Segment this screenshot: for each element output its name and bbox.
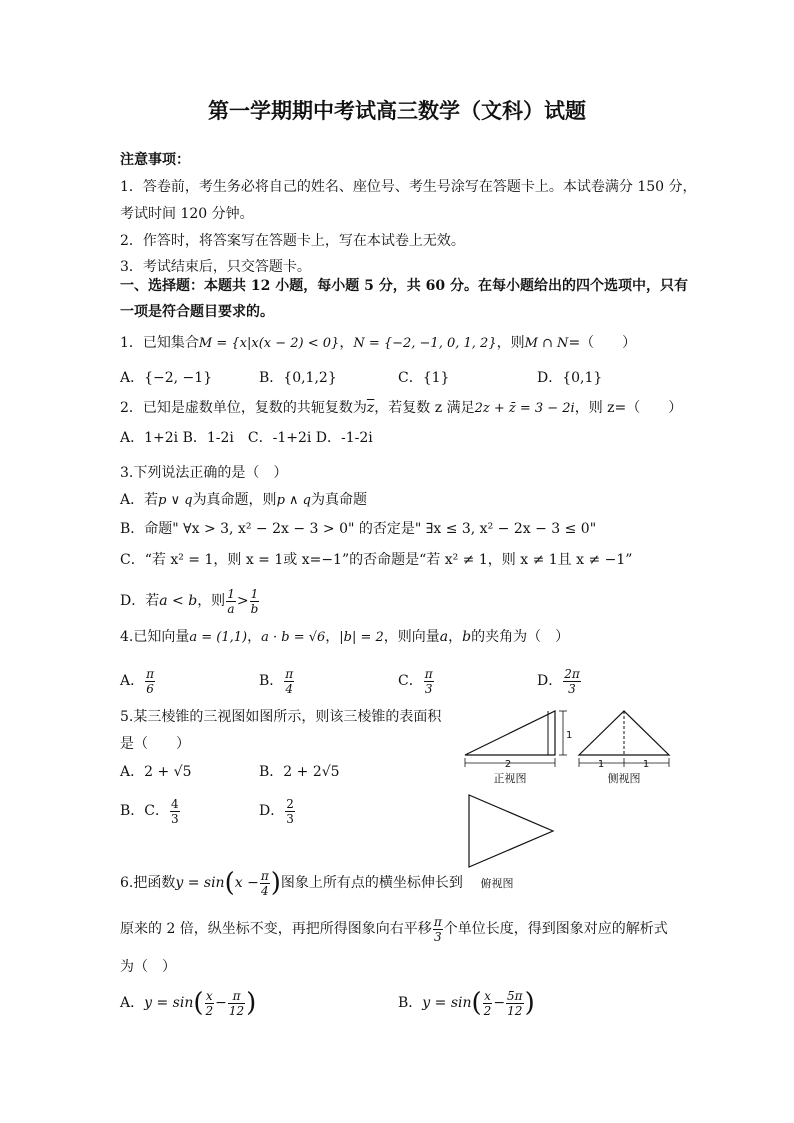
q4-vector-a: a = (1,1) <box>189 630 248 645</box>
q1-end: =（ ） <box>568 335 637 351</box>
page-title: 第一学期期中考试高三数学（文科）试题 <box>208 98 586 123</box>
q6-line2-b: 个单位长度，得到图象对应的解析式 <box>443 921 668 937</box>
side-right-label: 1 <box>642 759 650 770</box>
q1-set-n: N = {−2, −1, 0, 1, 2} <box>353 336 497 351</box>
q3-a-prefix: A．若 <box>120 492 159 508</box>
q3-a-p-and-q: p ∧ q <box>276 493 311 508</box>
q6-stem-b: 图象上所有点的横坐标伸长到 <box>280 875 463 891</box>
q3-a-p-or-q: p ∨ q <box>158 493 193 508</box>
q2-equation: 2z + z̄ = 3 − 2i <box>474 401 575 416</box>
q3-d-cond: a < b <box>159 593 198 609</box>
q4-frac-d: $\frac{2\pi}{3}$ <box>564 666 580 696</box>
top-view-label: 俯视图 <box>480 877 514 890</box>
notice-item-3: 3．考试结束后，只交答题卡。 <box>120 259 311 275</box>
q6-option-b: B．y = sin( $\frac{x}{2}$ − $\frac{5\pi}{12}$ ) <box>398 988 535 1018</box>
q6-rparen: ) <box>270 868 281 898</box>
q2-stem-a: 2．已知是虚数单位，复数的共轭复数为 <box>120 400 367 416</box>
q4-option-a: A． $\frac{\pi}{6}$ <box>120 666 155 696</box>
q4-option-d: D． $\frac{2\pi}{3}$ <box>537 666 580 696</box>
q4-frac-b: $\frac{\pi}{4}$ <box>285 666 294 696</box>
notice-item-1-cont: 考试时间 120 分钟。 <box>120 206 254 222</box>
q6-b-frac-5pi-12: $\frac{5\pi}{12}$ <box>507 988 523 1018</box>
q6-func: y = sin <box>175 875 225 891</box>
q5-option-c: B．C． $\frac{4}{3}$ <box>120 796 179 826</box>
front-height-label: 1 <box>566 730 573 741</box>
q2-stem-b: ，若复数 z 满足 <box>374 400 475 416</box>
q1-option-d: D．{0,1} <box>537 370 603 386</box>
section-heading-cont: 一项是符合题目要求的。 <box>120 304 274 320</box>
q4-a: a <box>439 629 449 645</box>
q4-sep-2: ， <box>325 629 340 645</box>
q2-options: A．1+2i B．1-2i C．-1+2i D．-1-2i <box>120 430 373 446</box>
q1-set-m: M = {x|x(x − 2) < 0} <box>198 336 340 351</box>
q6-x: x − <box>234 875 259 891</box>
q1-expr: M ∩ N <box>524 336 569 351</box>
q6-line2-a: 原来的 2 倍，纵坐标不变，再把所得图象向右平移 <box>120 921 432 937</box>
q4-norm-b: |b| = 2 <box>339 630 384 645</box>
q4-frac-c: $\frac{\pi}{3}$ <box>424 666 433 696</box>
section-heading: 一、选择题：本题共 12 小题，每小题 5 分，共 60 分。在每小题给出的四个选项中，只有 <box>120 278 688 294</box>
q5-frac-c: $\frac{4}{3}$ <box>171 796 179 826</box>
q3-d-gt: > <box>236 593 249 609</box>
q1-comma: ， <box>339 335 354 351</box>
q6-option-a: A．y = sin( $\frac{x}{2}$ − $\frac{\pi}{12}$ ) <box>120 988 257 1018</box>
q4-option-b: B． $\frac{\pi}{4}$ <box>259 666 294 696</box>
q6-stem-a: 6.把函数 <box>120 875 176 891</box>
q3-a-mid: 为真命题，则 <box>192 492 277 508</box>
notice-heading: 注意事项： <box>120 152 190 168</box>
q4-stem-c: 的夹角为（ ） <box>471 629 570 645</box>
q5-option-a: A．2 + √5 <box>120 764 192 780</box>
q6-frac-pi-4: $\frac{\pi}{4}$ <box>260 868 269 898</box>
q1-option-c: C．{1} <box>398 370 450 386</box>
q4-b: b <box>462 629 472 645</box>
question-3: 3.下列说法正确的是（ ） <box>120 465 288 481</box>
notice-item-1: 1．答卷前，考生务必将自己的姓名、座位号、考生号涂写在答题卡上。本试卷满分 150 分， <box>120 179 697 195</box>
q3-option-d <box>120 584 260 618</box>
three-view-figure <box>455 705 705 895</box>
question-6-line-2 <box>120 912 668 946</box>
q3-d-frac-2: $\frac{1}{b}$ <box>250 586 259 616</box>
q3-d-prefix: D．若 <box>120 593 160 609</box>
question-5-cont: 是（ ） <box>120 736 190 752</box>
side-view-label: 侧视图 <box>607 772 641 785</box>
q4-frac-a: $\frac{\pi}{6}$ <box>146 666 155 696</box>
q1-ask: ，则 <box>496 335 525 351</box>
q3-d-mid: ，则 <box>197 593 226 609</box>
q3-d-frac-1: $\frac{1}{a}$ <box>227 586 235 616</box>
q6-a-frac-x-2: $\frac{x}{2}$ <box>205 988 214 1018</box>
q3-option-a <box>120 490 367 511</box>
top-view <box>469 795 553 890</box>
q4-dot-product: a · b = √6 <box>261 630 326 645</box>
question-2 <box>120 398 682 419</box>
q1-option-b: B．{0,1,2} <box>259 370 337 386</box>
q3-a-suffix: 为真命题 <box>311 492 367 508</box>
q5-frac-d: $\frac{2}{3}$ <box>286 796 294 826</box>
q4-stem-b: ，则向量 <box>383 629 440 645</box>
q6-lparen: ( <box>224 868 235 898</box>
question-6-line-3: 为（ ） <box>120 959 176 975</box>
q4-sep-1: ， <box>247 629 262 645</box>
notice-item-2: 2．作答时，将答案写在答题卡上，写在本试卷上无效。 <box>120 233 465 249</box>
q3-option-c: C．“若 x² = 1，则 x = 1或 x=−1”的否命题是“若 x² ≠ 1，则 x ≠ 1且 x ≠ −1” <box>120 552 633 568</box>
side-left-label: 1 <box>597 759 605 770</box>
q6-frac-pi-3: $\frac{\pi}{3}$ <box>433 914 442 944</box>
q3-option-b: B．命题" ∀x > 3, x² − 2x − 3 > 0" 的否定是" ∃x ≤ 3, x² − 2x − 3 ≤ 0" <box>120 521 597 537</box>
q5-option-d: D． $\frac{2}{3}$ <box>259 796 294 826</box>
q2-stem-c: ，则 z=（ ） <box>574 400 683 416</box>
question-6 <box>120 866 463 900</box>
q4-dun: ， <box>448 629 463 645</box>
question-4 <box>120 627 569 648</box>
q5-option-b: B．2 + 2√5 <box>259 764 340 780</box>
question-5: 5.某三棱锥的三视图如图所示，则该三棱锥的表面积 <box>120 709 442 725</box>
question-1 <box>120 333 636 354</box>
side-view <box>579 711 669 785</box>
q4-stem-a: 4.已知向量 <box>120 629 190 645</box>
q2-zbar: $\overline{z}$ <box>366 400 375 416</box>
q4-option-c: C． $\frac{\pi}{3}$ <box>398 666 433 696</box>
q6-b-frac-x-2: $\frac{x}{2}$ <box>483 988 492 1018</box>
front-view <box>465 711 572 785</box>
front-width-label: 2 <box>504 759 512 770</box>
front-view-label: 正视图 <box>493 772 527 785</box>
q1-stem: 1．已知集合 <box>120 335 199 351</box>
q1-option-a: A．{−2, −1} <box>120 370 213 386</box>
q6-a-frac-pi-12: $\frac{\pi}{12}$ <box>228 988 245 1018</box>
